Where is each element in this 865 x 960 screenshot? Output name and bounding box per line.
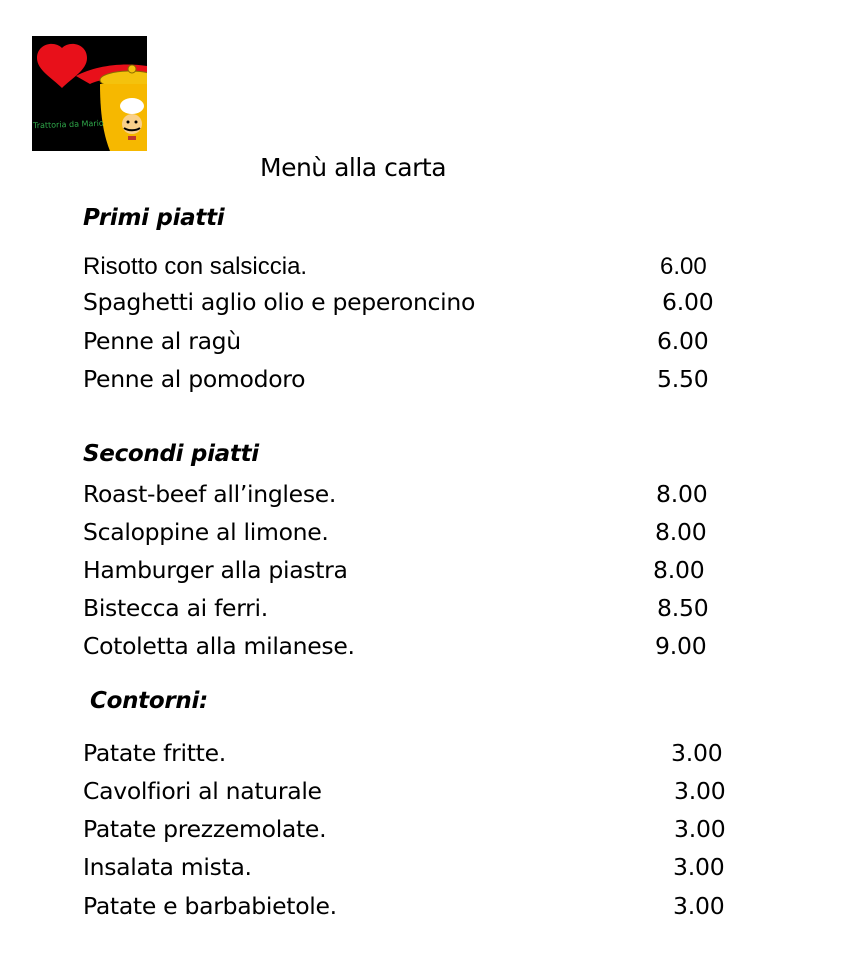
menu-item-name: Insalata mista. bbox=[83, 853, 252, 881]
menu-item-name: Penne al pomodoro bbox=[83, 365, 306, 393]
menu-item-name: Cotoletta alla milanese. bbox=[83, 632, 355, 660]
menu-item-price: 9.00 bbox=[655, 632, 707, 660]
menu-item-price: 3.00 bbox=[671, 739, 723, 767]
menu-item-name: Cavolfiori al naturale bbox=[83, 777, 322, 805]
restaurant-logo bbox=[32, 36, 147, 151]
menu-item-price: 6.00 bbox=[662, 288, 714, 316]
menu-item-price: 8.00 bbox=[656, 480, 708, 508]
menu-item-price: 8.00 bbox=[655, 518, 707, 546]
menu-item-price: 3.00 bbox=[674, 777, 726, 805]
menu-item-name: Scaloppine al limone. bbox=[83, 518, 329, 546]
section-heading-primi: Primi piatti bbox=[83, 205, 225, 231]
menu-item-price: 5.50 bbox=[657, 365, 709, 393]
menu-title: Menù alla carta bbox=[260, 153, 447, 182]
menu-item-name: Patate e barbabietole. bbox=[83, 892, 337, 920]
menu-item-name: Bistecca ai ferri. bbox=[83, 594, 268, 622]
menu-item-name: Risotto con salsiccia. bbox=[83, 253, 308, 280]
menu-item-price: 6.00 bbox=[657, 327, 709, 355]
menu-item-price: 8.50 bbox=[657, 594, 709, 622]
section-heading-contorni: Contorni: bbox=[90, 688, 208, 714]
section-heading-secondi: Secondi piatti bbox=[83, 441, 259, 467]
menu-item-price: 3.00 bbox=[673, 892, 725, 920]
menu-item-price: 6.00 bbox=[660, 253, 707, 280]
menu-item-price: 3.00 bbox=[673, 853, 725, 881]
menu-item-price: 8.00 bbox=[653, 556, 705, 584]
logo-text: Trattoria da Mario bbox=[32, 118, 104, 131]
menu-item-name: Penne al ragù bbox=[83, 327, 241, 355]
menu-item-price: 3.00 bbox=[674, 815, 726, 843]
menu-item-name: Hamburger alla piastra bbox=[83, 556, 348, 584]
menu-item-name: Patate prezzemolate. bbox=[83, 815, 327, 843]
menu-item-name: Patate fritte. bbox=[83, 739, 226, 767]
logo-graphic bbox=[32, 36, 147, 151]
menu-item-name: Spaghetti aglio olio e peperoncino bbox=[83, 288, 476, 316]
menu-item-name: Roast-beef all’inglese. bbox=[83, 480, 337, 508]
